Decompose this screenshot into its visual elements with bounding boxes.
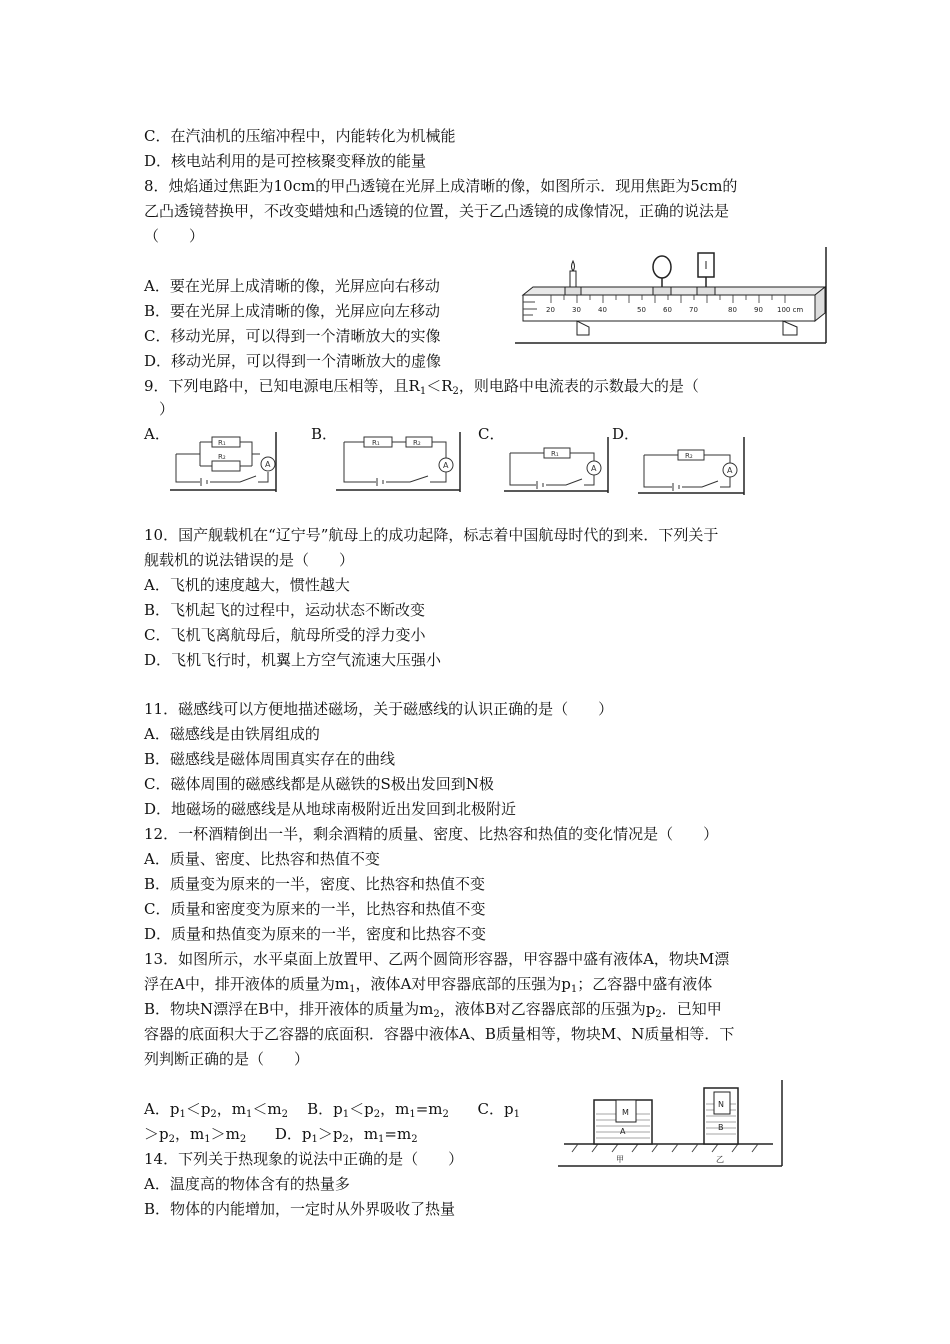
q9-option-d-label: D．: [612, 425, 640, 443]
q13-options-row1: A．$p_1<p_2$，$m_1<m_2$ B．$p_1<p_2$，$m_1=m_2$ C．$p_1$: [144, 1100, 520, 1120]
q8-option-c: C．移动光屏，可以得到一个清晰放大的实像: [144, 327, 441, 345]
ruler-label-40: 40: [598, 306, 607, 314]
q11-option-b: B．磁感线是磁体周围真实存在的曲线: [144, 750, 396, 768]
ammeter-label: A: [265, 460, 271, 469]
q9-option-b-label: B．: [311, 425, 338, 443]
containers-figure: [558, 1080, 786, 1170]
q7-option-c: C．在汽油机的压缩冲程中，内能转化为机械能: [144, 127, 456, 145]
q10-option-d: D．飞机飞行时，机翼上方空气流速大压强小: [144, 651, 442, 669]
q7-option-d: D．核电站利用的是可控核聚变释放的能量: [144, 152, 427, 170]
label-jia: 甲: [616, 1155, 624, 1164]
q8-stem-line1: 8．烛焰通过焦距为10cm的甲凸透镜在光屏上成清晰的像，如图所示．现用焦距为5cm的: [144, 177, 738, 195]
q10-option-b: B．飞机起飞的过程中，运动状态不断改变: [144, 601, 426, 619]
ammeter-label: A: [591, 464, 597, 473]
q10-option-c: C．飞机飞离航母后，航母所受的浮力变小: [144, 626, 426, 644]
circuit-b-figure: [336, 432, 464, 494]
circuit-a-r1-label: R₁: [218, 439, 226, 447]
q13-stem-line4: 容器的底面积大于乙容器的底面积．容器中液体A、B质量相等，物块M、N质量相等．下: [144, 1025, 735, 1043]
q13-stem-line3: B．物块N漂浮在B中，排开液体的质量为$m_2$，液体B对乙容器底部的压强为$p_2$．已知甲: [144, 1000, 722, 1020]
q11-option-c: C．磁体周围的磁感线都是从磁铁的S极出发回到N极: [144, 775, 494, 793]
circuit-d-figure: [638, 437, 748, 497]
circuit-a-figure: [170, 432, 280, 494]
q12-option-d: D．质量和热值变为原来的一半，密度和比热容不变: [144, 925, 487, 943]
optical-bench-figure: [515, 247, 830, 347]
q12-option-c: C．质量和密度变为原来的一半，比热容和热值不变: [144, 900, 486, 918]
candle-icon: [565, 261, 581, 295]
ruler-label-60: 60: [663, 306, 672, 314]
q14-option-b: B．物体的内能增加，一定时从外界吸收了热量: [144, 1200, 456, 1218]
ruler-label-30: 30: [572, 306, 581, 314]
circuit-c-figure: [504, 437, 612, 495]
circuit-c-r1-label: R₁: [551, 450, 559, 458]
q8-option-d: D．移动光屏，可以得到一个清晰放大的虚像: [144, 352, 442, 370]
circuit-b-r1-label: R₁: [372, 439, 380, 447]
q12-option-b: B．质量变为原来的一半，密度、比热容和热值不变: [144, 875, 486, 893]
q11-option-a: A．磁感线是由铁屑组成的: [144, 725, 320, 743]
container-jia-icon: [594, 1100, 652, 1144]
q13-stem-line2: 浮在A中，排开液体的质量为$m_1$，液体A对甲容器底部的压强为$p_1$；乙容器中盛有液体: [144, 975, 713, 995]
q8-option-a: A．要在光屏上成清晰的像，光屏应向右移动: [144, 277, 440, 295]
q12-option-a: A．质量、密度、比热容和热值不变: [144, 850, 380, 868]
ruler-label-50: 50: [637, 306, 646, 314]
q10-option-a: A．飞机的速度越大，惯性越大: [144, 576, 350, 594]
block-m-label: M: [622, 1108, 629, 1117]
q10-stem-line2: 舰载机的说法错误的是（ ）: [144, 551, 355, 569]
q11-option-d: D．地磁场的磁感线是从地球南极附近出发回到北极附近: [144, 800, 517, 818]
liquid-b-label: B: [718, 1123, 724, 1132]
ruler-label-20: 20: [546, 306, 555, 314]
q8-option-b: B．要在光屏上成清晰的像，光屏应向左移动: [144, 302, 441, 320]
circuit-b-r2-label: R₂: [413, 439, 421, 447]
ruler-label-80: 80: [728, 306, 737, 314]
q9-option-c-label: C．: [478, 425, 505, 443]
q13-stem-line1: 13．如图所示，水平桌面上放置甲、乙两个圆筒形容器，甲容器中盛有液体A，物块M漂: [144, 950, 730, 968]
ammeter-label: A: [443, 461, 449, 470]
q8-stem-line3: （ ）: [144, 227, 205, 245]
ruler-label-90: 90: [754, 306, 763, 314]
q9-stem-cont: ）: [144, 400, 175, 418]
container-yi-icon: [704, 1088, 738, 1144]
q8-stem-line2: 乙凸透镜替换甲，不改变蜡烛和凸透镜的位置，关于乙凸透镜的成像情况，正确的说法是: [144, 202, 730, 220]
q14-stem: 14．下列关于热现象的说法中正确的是（ ）: [144, 1150, 464, 1168]
light-screen-icon: [697, 253, 715, 295]
q9-option-a-label: A．: [144, 425, 170, 443]
ammeter-label: A: [727, 466, 733, 475]
block-n-label: N: [718, 1100, 724, 1109]
q9-stem: 9．下列电路中，已知电源电压相等，且$R_1<R_2$，则电路中电流表的示数最大的是（: [144, 377, 699, 397]
q13-options-row2: $>p_2$，$m_1>m_2$ D．$p_1>p_2$，$m_1=m_2$: [144, 1125, 418, 1145]
ruler-label-100: 100 cm: [777, 306, 804, 314]
q13-stem-line5: 列判断正确的是（ ）: [144, 1050, 310, 1068]
q10-stem-line1: 10．国产舰载机在“辽宁号”航母上的成功起降，标志着中国航母时代的到来．下列关于: [144, 526, 719, 544]
liquid-a-label: A: [620, 1127, 626, 1136]
convex-lens-icon: [653, 256, 671, 295]
circuit-a-r2-label: R₂: [218, 453, 226, 461]
label-yi: 乙: [716, 1155, 724, 1164]
q14-option-a: A．温度高的物体含有的热量多: [144, 1175, 350, 1193]
q12-stem: 12．一杯酒精倒出一半，剩余酒精的质量、密度、比热容和热值的变化情况是（ ）: [144, 825, 719, 843]
circuit-d-r2-label: R₂: [685, 452, 693, 460]
q11-stem: 11．磁感线可以方便地描述磁场，关于磁感线的认识正确的是（ ）: [144, 700, 614, 718]
ruler-label-70: 70: [689, 306, 698, 314]
